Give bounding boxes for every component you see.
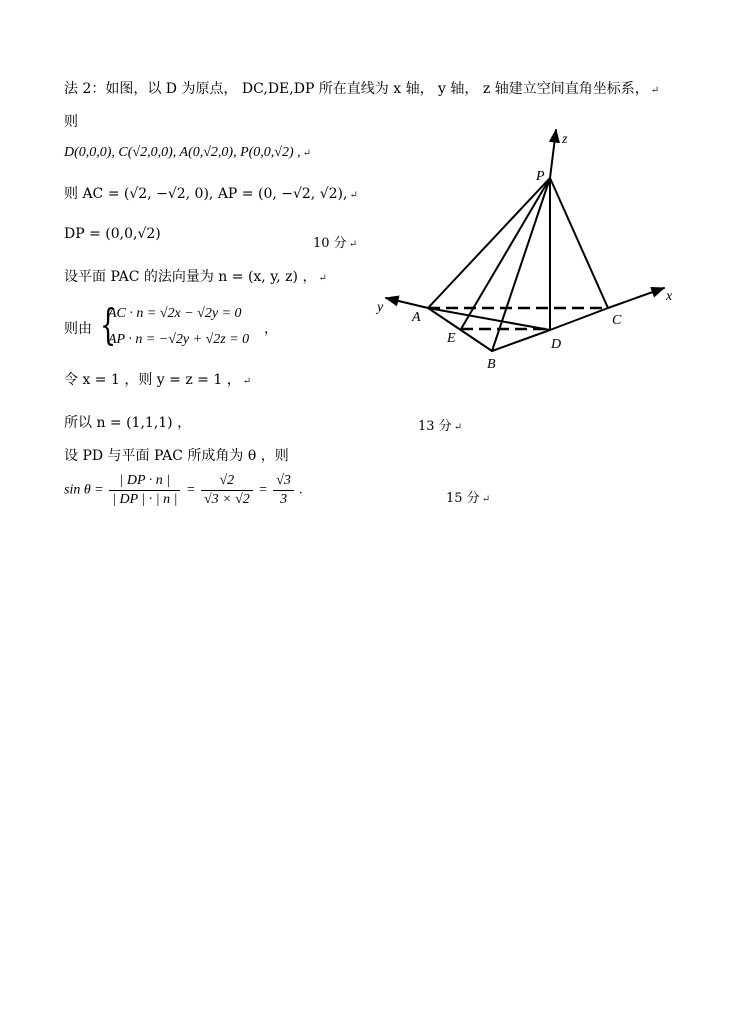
label-y: y [377,300,384,315]
fraction-1-denominator: | DP | · | n | [112,492,178,507]
normal-line [64,267,327,289]
ac-ap-text: 则 AC = (√2, −√2, 0), AP = (0, −√2, √2), [64,186,348,202]
fraction-3-numerator: √3 [273,472,294,491]
label-A: A [412,310,421,325]
intro-text: 法 2：如图，以 D 为原点， DC,DE,DP 所在直线为 x 轴， y 轴， z 轴建立空间直角坐标系， [64,81,649,97]
return-mark: ↵ [650,85,660,96]
label-E: E [447,331,456,346]
system-row-1: AC · n = √2x − √2y = 0 [108,306,242,321]
score-10 [313,232,357,251]
system-row-2: AP · n = −√2y + √2z = 0 [108,332,250,347]
label-B: B [487,357,496,372]
z-axis [550,130,556,178]
let-line [64,370,251,392]
fraction-3-denominator: 3 [280,492,288,507]
edge-PC [550,178,608,308]
return-mark: ↵ [348,239,358,250]
fraction-3 [273,472,294,509]
return-mark: ↵ [349,190,358,201]
system-brace: { [100,300,117,349]
sin-formula [64,472,303,509]
return-mark: ↵ [242,376,252,387]
angle-line [64,446,289,466]
dp-line [64,224,161,244]
label-D: D [551,337,562,352]
edge-PB [492,178,550,351]
edge-AB [428,308,492,351]
system-prefix: 则由 [64,321,92,337]
so-text: 所以 n = (1,1,1) ， [64,415,192,431]
return-mark: ↵ [453,422,463,433]
fraction-1 [109,472,180,509]
coords-line [64,143,311,164]
normal-text: 设平面 PAC 的法向量为 n = (x, y, z) ， [64,269,317,285]
label-C: C [612,313,622,328]
label-z: z [562,132,568,147]
equals-sign: = [185,482,196,498]
then-text: 则 [64,114,78,130]
score-15 [446,487,490,506]
fraction-2-denominator: √3 × √2 [203,492,250,507]
score-13-text: 13 分 [418,419,452,434]
edge-PE [461,178,550,329]
score-10-text: 10 分 [313,236,347,251]
so-line [64,413,191,433]
equals-sign: = [258,482,268,498]
score-15-text: 15 分 [446,491,480,506]
edge-AD [428,308,550,330]
return-mark: ↵ [318,273,327,284]
fraction-2 [201,472,253,509]
let-text: 令 x = 1 ，则 y = z = 1 ， [64,372,241,388]
x-axis [608,288,664,308]
edge-BD [492,330,550,351]
angle-text: 设 PD 与平面 PAC 所成角为 θ ，则 [64,448,289,464]
then-line [64,112,78,132]
system-suffix: ， [264,321,278,337]
fraction-1-numerator: | DP · n | [109,472,180,491]
label-x: x [666,289,673,304]
edge-PA [428,178,550,308]
label-P: P [536,169,545,184]
y-axis [386,298,428,308]
return-mark: ↵ [302,148,312,159]
dp-text: DP = (0,0,√2) [64,226,161,242]
ac-ap-line [64,184,358,206]
edge-DC [550,308,608,330]
equation-system [64,300,324,356]
sin-lhs: sin θ = [64,482,104,498]
coords-text: D(0,0,0), C(√2,0,0), A(0,√2,0), P(0,0,√2) , [64,145,301,160]
intro-line [64,79,659,101]
period: . [299,482,303,498]
fraction-2-numerator: √2 [201,472,253,491]
return-mark: ↵ [481,494,491,505]
score-13 [418,415,462,434]
